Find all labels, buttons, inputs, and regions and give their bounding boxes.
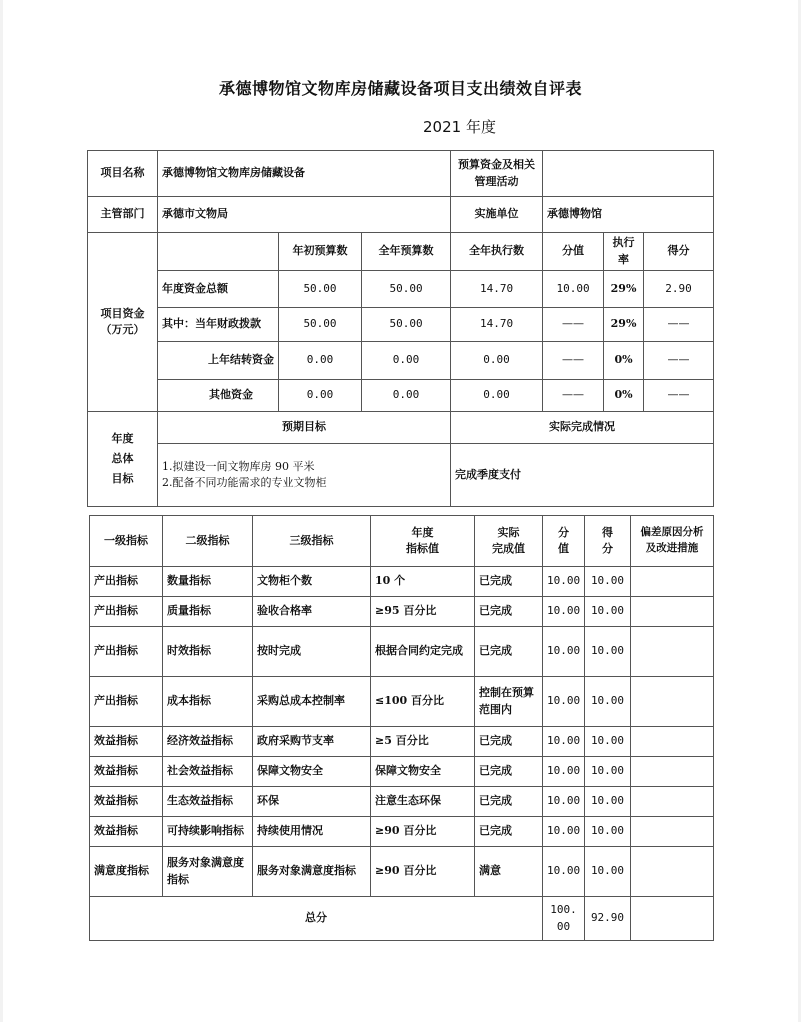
- document-page: [3, 0, 798, 1022]
- funds-cell: ——: [543, 380, 604, 412]
- indicator-cell: 10.00: [543, 817, 585, 847]
- indicator-header: 得 分: [585, 516, 631, 567]
- dept-label: 主管部门: [88, 197, 158, 233]
- funds-cell: 2.90: [644, 271, 714, 308]
- indicator-cell: 生态效益指标: [163, 787, 253, 817]
- funds-cell: 10.00: [543, 271, 604, 308]
- indicator-cell: [631, 597, 714, 627]
- funds-row: [88, 342, 714, 380]
- document-year: 2021 年度: [423, 118, 496, 136]
- indicator-cell: 按时完成: [253, 627, 371, 677]
- document-title: 承德博物馆文物库房储藏设备项目支出绩效自评表: [218, 79, 582, 98]
- table-row: [90, 817, 714, 847]
- indicator-header: 偏差原因分析 及改进措施: [631, 516, 714, 567]
- indicator-cell: 经济效益指标: [163, 727, 253, 757]
- indicator-cell: 效益指标: [90, 727, 163, 757]
- actual-status-label: 实际完成情况: [451, 412, 714, 444]
- indicator-cell: 10.00: [585, 847, 631, 897]
- indicator-cell: [631, 677, 714, 727]
- funds-row-label: 年度资金总额: [158, 271, 279, 308]
- total-label: 总分: [90, 897, 543, 941]
- indicator-cell: 服务对象满意度指标: [253, 847, 371, 897]
- indicator-cell: 持续使用情况: [253, 817, 371, 847]
- funds-cell: 0.00: [451, 380, 543, 412]
- indicator-cell: 10.00: [585, 677, 631, 727]
- total-row: [90, 897, 714, 941]
- funds-cell: 0%: [604, 380, 644, 412]
- table-row: [90, 847, 714, 897]
- funds-cell: 0%: [604, 342, 644, 380]
- indicator-cell: 满意: [475, 847, 543, 897]
- indicator-cell: 环保: [253, 787, 371, 817]
- funds-header: 分值: [543, 233, 604, 271]
- indicator-cell: 效益指标: [90, 787, 163, 817]
- indicator-cell: 10.00: [585, 817, 631, 847]
- expected-goal-line: 2.配备不同功能需求的专业文物柜: [162, 476, 327, 489]
- indicator-cell: [631, 787, 714, 817]
- funds-row-label: 上年结转资金: [158, 342, 279, 380]
- indicator-cell: 10.00: [585, 757, 631, 787]
- funds-section-label: 项目资金 （万元）: [88, 233, 158, 412]
- indicator-cell: 产出指标: [90, 597, 163, 627]
- expected-goal-text: [158, 444, 451, 507]
- dept-value: 承德市文物局: [158, 197, 451, 233]
- indicator-header: 年度 指标值: [371, 516, 475, 567]
- indicator-cell: 产出指标: [90, 677, 163, 727]
- funds-cell: 50.00: [279, 271, 362, 308]
- indicator-cell: 10.00: [543, 787, 585, 817]
- indicator-cell: 10.00: [585, 627, 631, 677]
- funds-header-blank: [158, 233, 279, 271]
- indicator-cell: 产出指标: [90, 627, 163, 677]
- funds-cell: ——: [543, 342, 604, 380]
- funds-cell: 29%: [604, 308, 644, 342]
- indicator-cell: 采购总成本控制率: [253, 677, 371, 727]
- funds-row-label: 其中：当年财政拨款: [158, 308, 279, 342]
- indicator-cell: [631, 817, 714, 847]
- indicator-cell: 10.00: [543, 677, 585, 727]
- indicator-cell: 10.00: [543, 597, 585, 627]
- funds-cell: 0.00: [362, 342, 451, 380]
- funds-cell: 14.70: [451, 308, 543, 342]
- table-row: [90, 727, 714, 757]
- funds-header: 年初预算数: [279, 233, 362, 271]
- indicator-cell: ≤100 百分比: [371, 677, 475, 727]
- funds-cell: 0.00: [279, 342, 362, 380]
- indicator-cell: 10.00: [543, 847, 585, 897]
- funds-cell: ——: [644, 308, 714, 342]
- indicator-cell: [631, 847, 714, 897]
- indicator-cell: ≥90 百分比: [371, 817, 475, 847]
- total-score: 92.90: [585, 897, 631, 941]
- expected-goal-line: 1.拟建设一间文物库房 90 平米: [162, 459, 315, 473]
- indicator-cell: 社会效益指标: [163, 757, 253, 787]
- table-row: [90, 567, 714, 597]
- indicator-cell: 保障文物安全: [371, 757, 475, 787]
- unit-value: 承德博物馆: [543, 197, 714, 233]
- funds-header: 全年预算数: [362, 233, 451, 271]
- indicator-cell: 政府采购节支率: [253, 727, 371, 757]
- indicator-cell: ≥5 百分比: [371, 727, 475, 757]
- indicator-cell: 10.00: [543, 727, 585, 757]
- indicator-cell: 控制在预算范围内: [475, 677, 543, 727]
- indicator-cell: 已完成: [475, 567, 543, 597]
- indicator-cell: 10.00: [585, 597, 631, 627]
- funds-cell: 50.00: [279, 308, 362, 342]
- funds-header: 执行率: [604, 233, 644, 271]
- funds-header: 全年执行数: [451, 233, 543, 271]
- indicator-cell: [631, 567, 714, 597]
- actual-status-text: 完成季度支付: [451, 444, 714, 507]
- indicator-cell: 验收合格率: [253, 597, 371, 627]
- indicator-cell: 效益指标: [90, 817, 163, 847]
- indicator-cell: 根据合同约定完成: [371, 627, 475, 677]
- indicator-header: 二级指标: [163, 516, 253, 567]
- indicator-cell: 保障文物安全: [253, 757, 371, 787]
- table-row: [90, 757, 714, 787]
- indicator-cell: 已完成: [475, 627, 543, 677]
- indicators-table: [89, 515, 714, 941]
- indicator-cell: 成本指标: [163, 677, 253, 727]
- table-row: [90, 627, 714, 677]
- indicator-cell: 时效指标: [163, 627, 253, 677]
- funds-row: [88, 271, 714, 308]
- funds-cell: 0.00: [362, 380, 451, 412]
- indicator-cell: 10.00: [543, 627, 585, 677]
- indicator-cell: 文物柜个数: [253, 567, 371, 597]
- indicator-cell: [631, 727, 714, 757]
- total-score-value: 100.00: [543, 897, 585, 941]
- expected-goal-label: 预期目标: [158, 412, 451, 444]
- funds-cell: ——: [644, 380, 714, 412]
- goals-section-label: 年度 总体 目标: [88, 412, 158, 507]
- table-row: [90, 597, 714, 627]
- total-note: [631, 897, 714, 941]
- indicator-cell: 满意度指标: [90, 847, 163, 897]
- funds-header: 得分: [644, 233, 714, 271]
- indicator-cell: 质量指标: [163, 597, 253, 627]
- indicator-header: 分 值: [543, 516, 585, 567]
- indicator-cell: 10.00: [585, 567, 631, 597]
- indicator-cell: 已完成: [475, 597, 543, 627]
- funds-cell: 0.00: [279, 380, 362, 412]
- indicator-cell: 已完成: [475, 787, 543, 817]
- indicator-cell: 已完成: [475, 757, 543, 787]
- indicator-cell: 10.00: [585, 787, 631, 817]
- funds-cell: 0.00: [451, 342, 543, 380]
- table-row: [90, 787, 714, 817]
- funds-cell: 14.70: [451, 271, 543, 308]
- indicator-header: 一级指标: [90, 516, 163, 567]
- funds-row: [88, 380, 714, 412]
- indicator-cell: 服务对象满意度指标: [163, 847, 253, 897]
- indicator-cell: 注意生态环保: [371, 787, 475, 817]
- indicator-header: 实际 完成值: [475, 516, 543, 567]
- funds-cell: ——: [543, 308, 604, 342]
- table-row: [90, 677, 714, 727]
- funds-row: [88, 308, 714, 342]
- indicator-header: 三级指标: [253, 516, 371, 567]
- indicator-cell: 10.00: [543, 757, 585, 787]
- project-name-label: 项目名称: [88, 151, 158, 197]
- indicator-cell: 已完成: [475, 817, 543, 847]
- indicator-cell: 已完成: [475, 727, 543, 757]
- funds-row-label: 其他资金: [158, 380, 279, 412]
- indicator-cell: 10 个: [371, 567, 475, 597]
- indicator-cell: ≥90 百分比: [371, 847, 475, 897]
- budget-label: 预算资金及相关管理活动: [451, 151, 543, 197]
- indicator-cell: ≥95 百分比: [371, 597, 475, 627]
- budget-value: [543, 151, 714, 197]
- indicator-cell: [631, 627, 714, 677]
- indicator-cell: 数量指标: [163, 567, 253, 597]
- indicator-cell: 效益指标: [90, 757, 163, 787]
- funds-cell: 50.00: [362, 308, 451, 342]
- indicator-cell: [631, 757, 714, 787]
- funds-cell: 29%: [604, 271, 644, 308]
- funds-cell: ——: [644, 342, 714, 380]
- funds-cell: 50.00: [362, 271, 451, 308]
- unit-label: 实施单位: [451, 197, 543, 233]
- indicator-cell: 可持续影响指标: [163, 817, 253, 847]
- project-name-value: 承德博物馆文物库房储藏设备: [158, 151, 451, 197]
- indicator-cell: 10.00: [585, 727, 631, 757]
- indicator-cell: 产出指标: [90, 567, 163, 597]
- indicator-cell: 10.00: [543, 567, 585, 597]
- project-info-table: [87, 150, 714, 507]
